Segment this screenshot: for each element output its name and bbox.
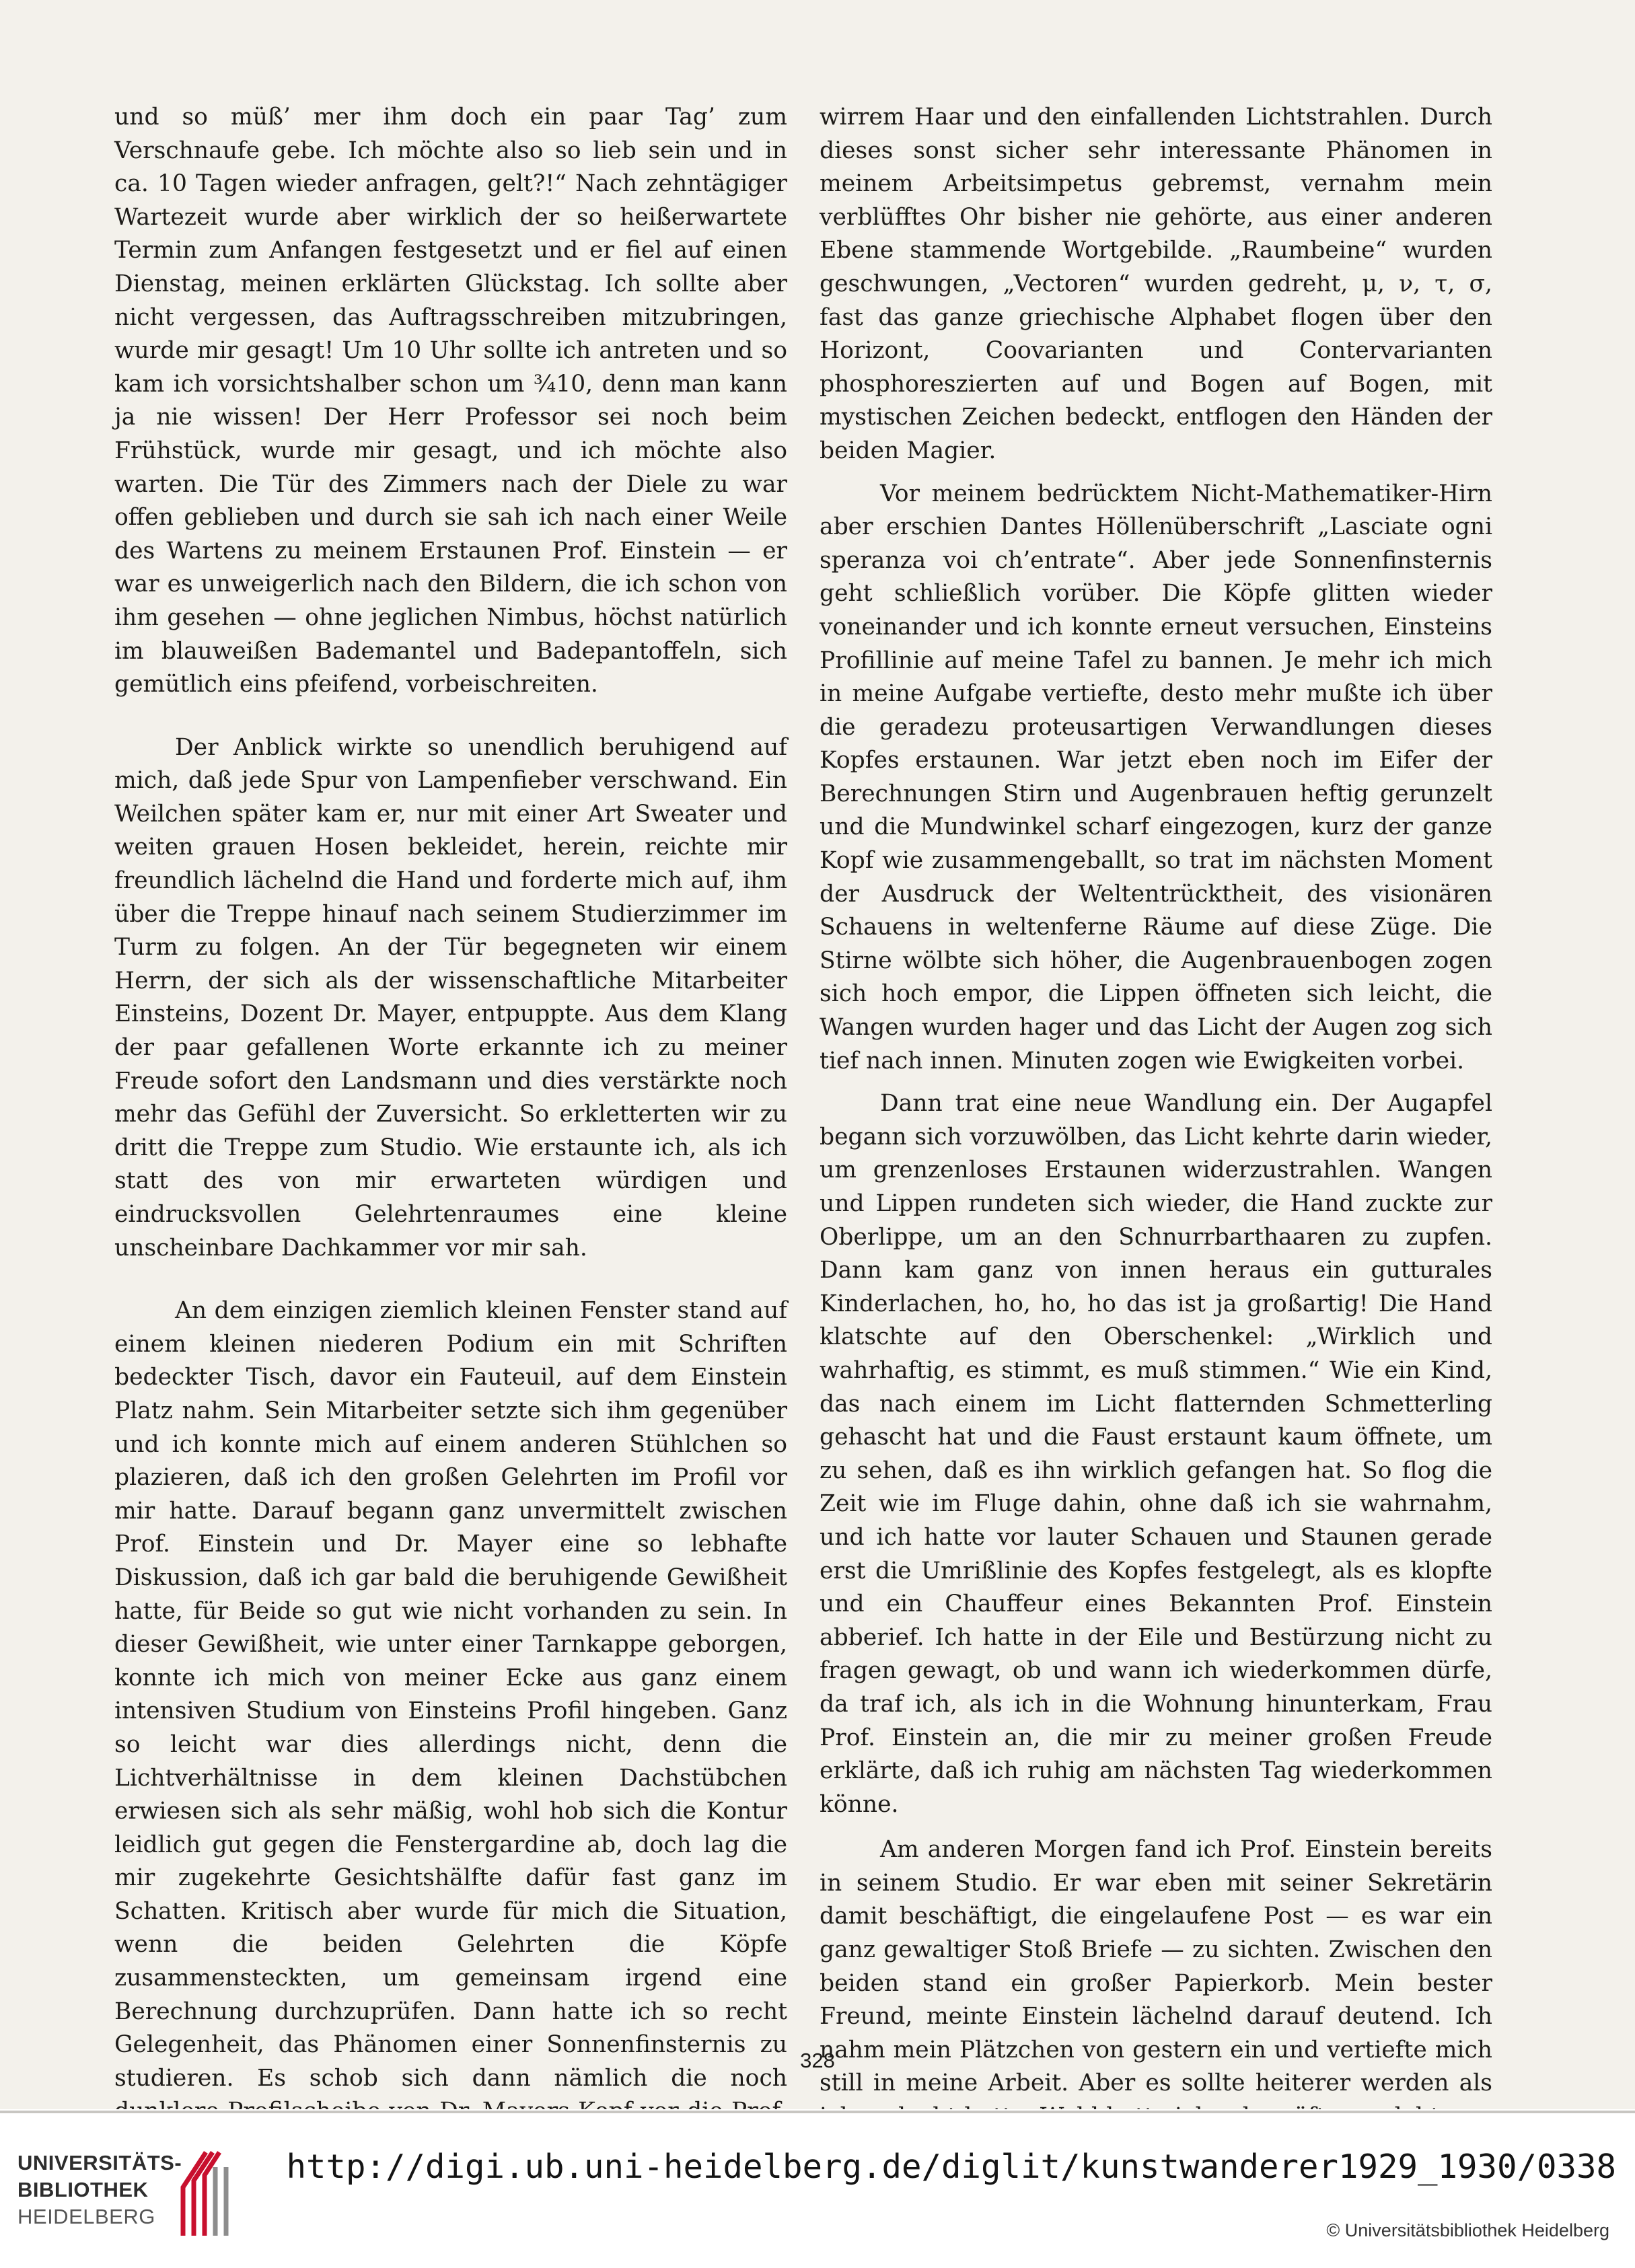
- library-logo[interactable]: [17, 2150, 260, 2244]
- text-column-right: [820, 101, 1492, 2134]
- paragraph: Der Anblick wirkte so unendlich beruhigend auf mich, daß jede Spur von Lampenfieber verschwand. Ein Weilchen später kam er, nur mit einer Art Sweater und weiten grauen Hosen bekleidet, herein, reichte mir freundlich lächelnd die Hand und forderte mich auf, ihm über die Treppe hinauf nach seinem Studierzimmer im Turm zu folgen. An der Tür begegneten wir einem Herrn, der sich als der wissenschaftliche Mitarbeiter Einsteins, Dozent Dr. Mayer, entpuppte. Aus dem Klang der paar gefallenen Worte erkannte ich zu meiner Freude sofort den Landsmann und dies verstärkte noch mehr das Gefühl der Zuversicht. So erkletterten wir zu dritt die Treppe zum Studio. Wie erstaunte ich, als ich statt des von mir erwarteten würdigen und eindrucksvollen Gelehrtenraumes eine kleine unscheinbare Dachkammer vor mir sah.: [114, 733, 787, 1261]
- paragraph: Dann trat eine neue Wandlung ein. Der Augapfel begann sich vorzuwölben, das Licht kehrte darin wieder, um grenzenloses Erstaunen widerzustrahlen. Wangen und Lippen rundeten sich wieder, die Hand zuckte zur Oberlippe, um an den Schnurrbarthaaren zu zupfen. Dann kam ganz von innen heraus ein gutturales Kinderlachen, ho, ho, ho das ist ja großartig! Die Hand klatschte auf den Oberschenkel: „Wirklich und wahrhaftig, es stimmt, es muß stimmen.“ Wie ein Kind, das nach einem im Licht flatternden Schmetterling gehascht hat und die Faust erstaunt kaum öffnete, um zu sehen, daß es ihn wirklich gefangen hat. So flog die Zeit wie im Fluge dahin, ohne daß ich sie wahrnahm, und ich hatte vor lauter Schauen und Staunen gerade erst die Umrißlinie des Kopfes festgelegt, als es klopfte und ein Chauffeur eines Bekannten Prof. Einstein abberief. Ich hatte in der Eile und Bestürzung nicht zu fragen gewagt, ob und wann ich wiederkommen dürfe, da traf ich, als ich in die Wohnung hinunterkam, Frau Prof. Einstein an, die mir zu meiner großen Freude erklärte, daß ich ruhig am nächsten Tag wiederkommen könne.: [820, 1090, 1492, 1818]
- source-url-link[interactable]: http://digi.ub.uni-heidelberg.de/diglit/kunstwanderer1929_1930/0338: [286, 2148, 1616, 2186]
- paragraph: An dem einzigen ziemlich kleinen Fenster stand auf einem kleinen niederen Podium ein mit Schriften bedeckter Tisch, davor ein Fauteuil, auf dem Einstein Platz nahm. Sein Mitarbeiter setzte sich ihm gegenüber und ich konnte mich auf einem anderen Stühlchen so plazieren, daß ich den großen Gelehrten im Profil vor mir hatte. Darauf begann ganz unvermittelt zwischen Prof. Einstein und Dr. Mayer eine so lebhafte Diskussion, daß ich gar bald die beruhigende Gewißheit hatte, für Beide so gut wie nicht vorhanden zu sein. In dieser Gewißheit, wie unter einer Tarnkappe geborgen, konnte ich mich von meiner Ecke aus ganz einem intensiven Studium von Einsteins Profil hingeben. Ganz so leicht war dies allerdings nicht, denn die Lichtverhältnisse in dem kleinen Dachstübchen erwiesen sich als sehr mäßig, wohl hob sich die Kontur leidlich gut gegen die Fenstergardine ab, doch lag die mir zugekehrte Gesichtshälfte dafür fast ganz im Schatten. Kritisch aber wurde für mich die Situation, wenn die beiden Gelehrten die Köpfe zusammensteckten, um gemeinsam irgend eine Berechnung durchzuprüfen. Dann hatte ich so recht Gelegenheit, das Phänomen einer Sonnenfinsternis zu studieren. Es schob sich dann nämlich die noch: [114, 1297, 787, 2092]
- paragraph: und so müß’ mer ihm doch ein paar Tag’ zum Verschnaufe gebe. Ich möchte also so lieb sein und in ca. 10 Tagen wieder anfragen, gelt?!“ Nach zehntägiger Wartezeit wurde aber wirklich der so heißerwartete Termin zum Anfangen festgesetzt und er fiel auf einen Dienstag, meinen erklärten Glückstag. Ich sollte aber nicht vergessen, das Auftragsschreiben mitzubringen, wurde mir gesagt! Um 10 Uhr sollte ich antreten und so kam ich vorsichtshalber schon um ¾10, denn man kann ja nie wissen! Der Herr Professor sei noch beim Frühstück, wurde mir gesagt, und ich möchte also warten. Die Tür des Zimmers nach der Diele zu war offen geblieben und durch sie sah ich nach einer Weile des Wartens zu meinem Erstaunen Prof. Einstein — er war es unweigerlich nach den Bildern, die ich schon von ihm gesehen — ohne jeglichen Nimbus, höchst natürlich im blauweißen Bademantel und Badepantoffeln, sich gemütlich eins pfeifend, vorbeischreiten.: [114, 104, 787, 698]
- copyright-notice: © Universitätsbibliothek Heidelberg: [1326, 2220, 1609, 2240]
- page-number: 328: [800, 2049, 835, 2072]
- paragraph: Am anderen Morgen fand ich Prof. Einstein bereits in seinem Studio. Er war eben mit seiner Sekretärin damit beschäftigt, die eingelaufene Post — es war ein ganz gewaltiger Stoß Briefe — zu sichten. Zwischen den beiden stand ein großer Papierkorb. Mein bester Freund, meinte Einstein lächelnd darauf deutend. Ich nahm mein Plätzchen von gestern ein und vertiefte mich still in meine Arbeit. Aber es sollte heiterer werden als: [820, 1836, 1492, 2097]
- footer-divider: [0, 2111, 1635, 2113]
- library-emblem-icon: [171, 2147, 244, 2241]
- logo-line: HEIDELBERG: [17, 2205, 155, 2228]
- text-column-left: [114, 101, 787, 2162]
- paragraph: wirrem Haar und den einfallenden Lichtstrahlen. Durch dieses sonst sicher sehr interessante Phänomen in meinem Arbeitsimpetus gebremst, vernahm mein verblüfftes Ohr bisher nie gehörte, aus einer anderen Ebene stammende Wortgebilde. „Raumbeine“ wurden geschwungen, „Vectoren“ wurden gedreht, μ, ν, τ, σ, fast das ganze griechische Alphabet flogen über den Horizont, Coovarianten und Contervarianten phosphoreszierten auf und Bogen auf Bogen, mit mystischen Zeichen bedeckt, entflogen den Händen der beiden Magier.: [820, 104, 1492, 464]
- paragraph: Vor meinem bedrücktem Nicht-Mathematiker-Hirn aber erschien Dantes Höllenüberschrift „Lasciate ogni speranza voi ch’entrate“. Aber jede Sonnenfinsternis geht schließlich vorüber. Die Köpfe glitten wieder voneinander und ich konnte erneut versuchen, Einsteins Profillinie auf meine Tafel zu bannen. Je mehr ich mich in meine Aufgabe vertiefte, desto mehr mußte ich über die geradezu proteusartigen Verwandlungen dieses Kopfes erstaunen. War jetzt eben noch im Eifer der Berechnungen Stirn und Augenbrauen heftig gerunzelt und die Mundwinkel scharf eingezogen, kurz der ganze Kopf wie zusammengeballt, so trat im nächsten Moment der Ausdruck der Weltentrücktheit, des visionären Schauens in weltenferne Räume auf diese Züge. Die Stirne wölbte sich höher, die Augenbrauenbogen zogen sich hoch empor, die Lippen öffneten sich leicht, die Wangen wurden hager und das Licht der Augen zog sich tief nach innen. Minuten zogen wie Ewigkeiten vorbei.: [820, 480, 1492, 1074]
- logo-line: UNIVERSITÄTS-: [17, 2151, 182, 2174]
- logo-wordmark: [17, 2150, 182, 2230]
- logo-line: BIBLIOTHEK: [17, 2178, 149, 2201]
